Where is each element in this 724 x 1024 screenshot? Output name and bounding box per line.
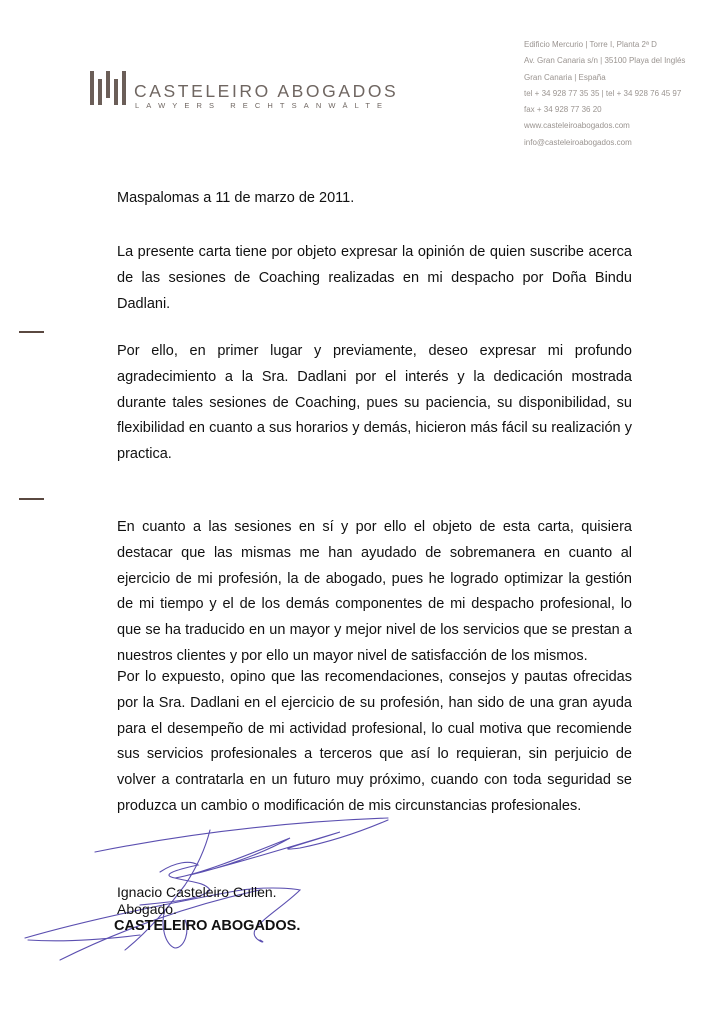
- signature-block: [114, 884, 301, 935]
- signer-title: Abogado.: [117, 901, 177, 917]
- address-line-2: Av. Gran Canaria s/n | 35100 Playa del Inglés: [524, 56, 686, 66]
- fax-line: fax + 34 928 77 36 20: [524, 105, 602, 115]
- paragraph-text: Por ello, en primer lugar y previamente, deseo expresar mi profundo agradecimiento a la Sra. Dadlani por el interés y la dedicación mostrada durante tales sesiones de Coaching, pues su paciencia, su disponibilidad, su flexibilidad en cuanto a sus horarios y demás, hicieron más fácil su realización y practica.: [117, 343, 632, 463]
- paragraph-text: En cuanto a las sesiones en sí y por ello el objeto de esta carta, quisiera destacar que las mismas me han ayudado de sobremanera en cuanto al ejercicio de mi profesión, la de abogado, pues he logrado optimizar la gestión de mi tiempo y el de los demás componentes de mi despacho profesional, lo que se ha traducido en un mayor y mejor nivel de los servicios que se prestan a nuestros clientes y por ello un mayor nivel de satisfacción de los mismos.: [117, 519, 632, 664]
- paragraph-1: [117, 240, 632, 317]
- address-line-1: Edificio Mercurio | Torre I, Planta 2ª D: [524, 40, 657, 49]
- paragraph-text: Por lo expuesto, opino que las recomendaciones, consejos y pautas ofrecidas por la Sra. Dadlani en el ejercicio de su profesión, han sido de una gran ayuda para el desempeño de mi actividad profesional, lo cual motiva que recomiende sus servicios profesionales a terceros que así lo requieran, sin perjuicio de volver a contratarla en un futuro muy próximo, cuando con toda seguridad se produzca un cambio o modificación de mis circunstancias profesionales.: [117, 669, 632, 814]
- signer-firm: CASTELEIRO ABOGADOS.: [114, 918, 301, 934]
- paragraph-2: [117, 339, 632, 468]
- paragraph-text: La presente carta tiene por objeto expresar la opinión de quien suscribe acerca de las sesiones de Coaching realizadas en mi despacho por Doña Bindu Dadlani.: [117, 244, 632, 312]
- fold-mark: [19, 498, 44, 500]
- phone-line: tel + 34 928 77 35 35 | tel + 34 928 76 45 97: [524, 88, 682, 98]
- paragraph-4: [117, 665, 632, 820]
- email-link[interactable]: info@casteleiroabogados.com: [524, 137, 632, 147]
- website-link[interactable]: www.casteleiroabogados.com: [524, 121, 630, 131]
- firm-tagline: LAWYERS RECHTSANWÄLTE: [135, 101, 390, 110]
- fold-mark: [19, 331, 44, 333]
- date-line: Maspalomas a 11 de marzo de 2011.: [117, 190, 355, 206]
- vertical-bars-logo-icon: [90, 71, 126, 105]
- firm-name: CASTELEIRO ABOGADOS: [134, 81, 399, 101]
- contact-block: [524, 37, 685, 151]
- signer-name: Ignacio Casteleiro Cullen.: [117, 884, 277, 900]
- address-line-3: Gran Canaria | España: [524, 72, 606, 82]
- paragraph-3: [117, 515, 632, 670]
